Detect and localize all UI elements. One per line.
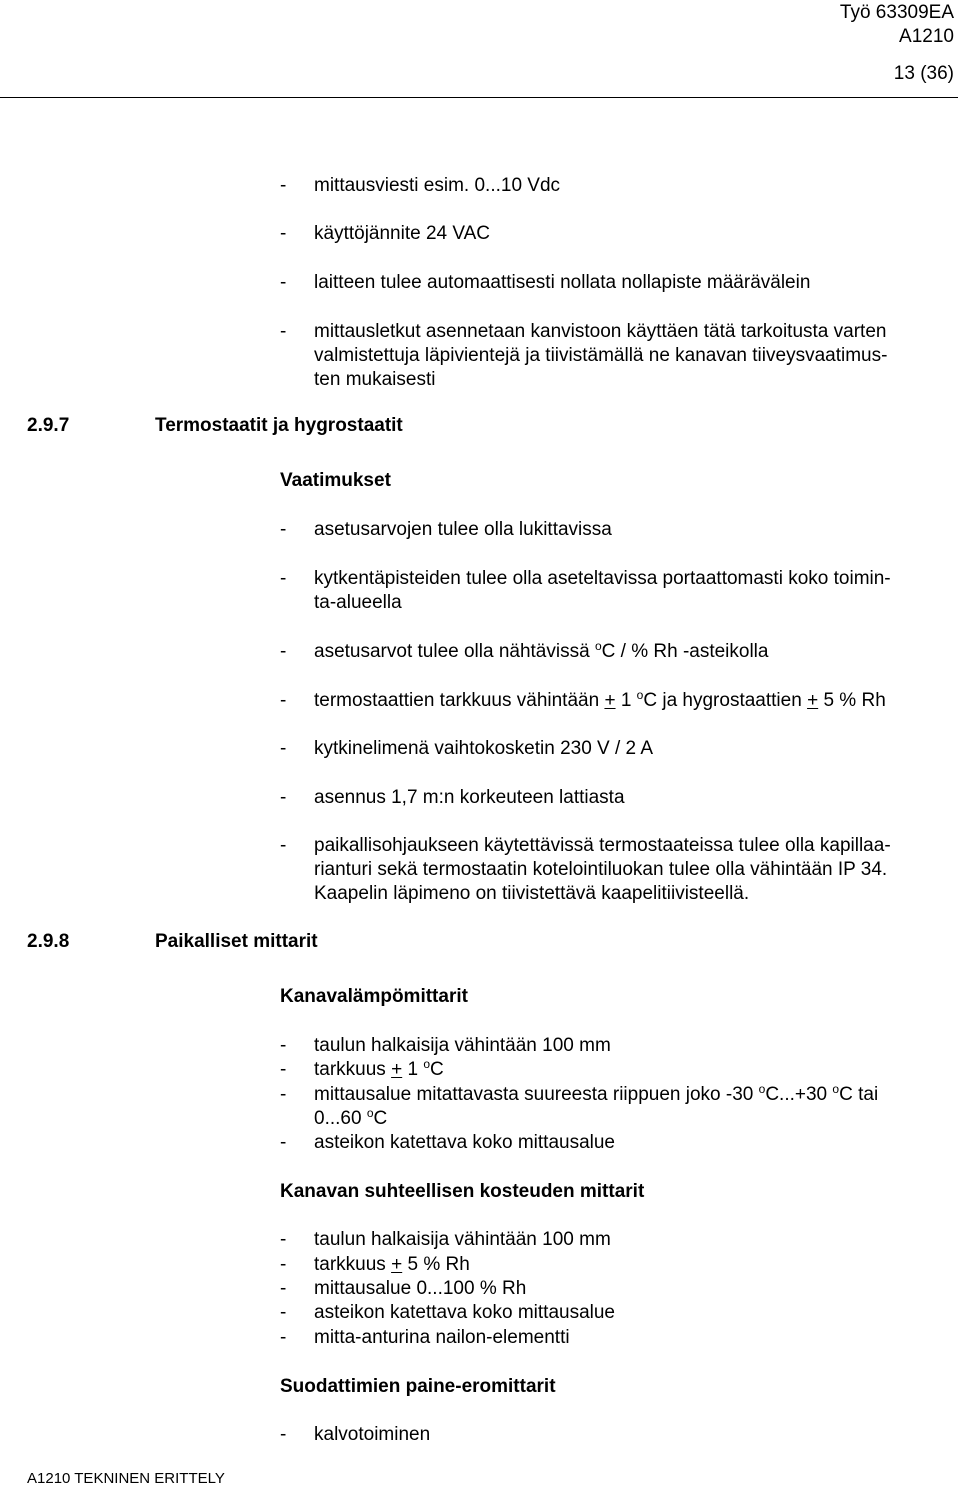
list-item: asetusarvot tulee olla nähtävissä $^o$C / % Rh -asteikolla: [314, 639, 769, 662]
list-dash: -: [280, 1132, 287, 1153]
list-item: asennus 1,7 m:n korkeuteen lattiasta: [314, 787, 625, 808]
list-item: asetusarvojen tulee olla lukittavissa: [314, 519, 612, 540]
list-item-continuation: rianturi sekä termostaatin kotelointiluokan tulee olla vähintään IP 34.: [314, 859, 888, 880]
list-item-continuation: valmistettuja läpivientejä ja tiivistämällä ne kanavan tiiveysvaatimus-: [314, 345, 888, 366]
list-dash: -: [280, 1424, 287, 1445]
list-dash: -: [280, 1278, 287, 1299]
list-dash: -: [280, 1084, 287, 1105]
list-item: paikallisohjaukseen käytettävissä termostaateissa tulee olla kapillaa-: [314, 835, 891, 856]
section-number: 2.9.8: [27, 931, 70, 952]
list-dash: -: [280, 738, 287, 759]
list-dash: -: [280, 1059, 287, 1080]
list-dash: -: [280, 568, 287, 589]
list-item-continuation: ta-alueella: [314, 592, 402, 613]
subsection-title: Suodattimien paine-eromittarit: [280, 1376, 556, 1397]
list-dash: -: [280, 223, 287, 244]
subsection-title: Kanavan suhteellisen kosteuden mittarit: [280, 1181, 645, 1202]
section-heading-2-9-8: [27, 930, 318, 954]
list-dash: -: [280, 519, 287, 540]
list-dash: -: [280, 1254, 287, 1275]
section-title: Paikalliset mittarit: [155, 931, 318, 952]
list-dash: -: [280, 272, 287, 293]
list-item: tarkkuus + 5 % Rh: [314, 1254, 470, 1275]
document-number: Työ 63309EA: [839, 2, 954, 23]
list-dash: -: [280, 1035, 287, 1056]
list-item: tarkkuus + 1 $^o$C: [314, 1057, 444, 1080]
list-dash: -: [280, 1229, 287, 1250]
list-item: kalvotoiminen: [314, 1424, 431, 1445]
subsection-title: Vaatimukset: [280, 470, 391, 491]
list-item: käyttöjännite 24 VAC: [314, 223, 491, 244]
list-item: mitta-anturina nailon-elementti: [314, 1327, 570, 1348]
header-divider: [0, 97, 958, 98]
list-item: taulun halkaisija vähintään 100 mm: [314, 1229, 611, 1250]
list-item: mittausalue 0...100 % Rh: [314, 1278, 527, 1299]
list-dash: -: [280, 175, 287, 196]
list-dash: -: [280, 787, 287, 808]
section-heading-2-9-7: [27, 414, 403, 438]
list-item: laitteen tulee automaattisesti nollata nollapiste määrävälein: [314, 272, 811, 293]
list-dash: -: [280, 1327, 287, 1348]
list-item-continuation: Kaapelin läpimeno on tiivistettävä kaapelitiivisteellä.: [314, 883, 750, 904]
list-dash: -: [280, 690, 287, 711]
list-item: taulun halkaisija vähintään 100 mm: [314, 1035, 611, 1056]
list-dash: -: [280, 835, 287, 856]
list-item: asteikon katettava koko mittausalue: [314, 1302, 616, 1323]
section-number: 2.9.7: [27, 415, 70, 436]
list-dash: -: [280, 321, 287, 342]
list-dash: -: [280, 1302, 287, 1323]
list-item: mittausalue mitattavasta suureesta riippuen joko -30 $^o$C...+30 $^o$C tai: [314, 1082, 879, 1105]
list-item: asteikon katettava koko mittausalue: [314, 1132, 616, 1153]
page-footer: A1210 TEKNINEN ERITTELY: [27, 1470, 225, 1487]
list-item: mittausletkut asennetaan kanvistoon käyttäen tätä tarkoitusta varten: [314, 321, 887, 342]
list-dash: -: [280, 641, 287, 662]
list-item: kytkinelimenä vaihtokosketin 230 V / 2 A: [314, 738, 654, 759]
list-item: termostaattien tarkkuus vähintään + 1 $^o$C ja hygrostaattien + 5 % Rh: [314, 688, 886, 711]
list-item-continuation: 0...60 $^o$C: [314, 1106, 388, 1129]
document-code: A1210: [899, 26, 954, 47]
subsection-title: Kanavalämpömittarit: [280, 986, 468, 1007]
list-item: mittausviesti esim. 0...10 Vdc: [314, 175, 561, 196]
section-title: Termostaatit ja hygrostaatit: [155, 415, 403, 436]
list-item: kytkentäpisteiden tulee olla aseteltavissa portaattomasti koko toimin-: [314, 568, 891, 589]
page-number: 13 (36): [893, 63, 954, 84]
list-item-continuation: ten mukaisesti: [314, 369, 436, 390]
